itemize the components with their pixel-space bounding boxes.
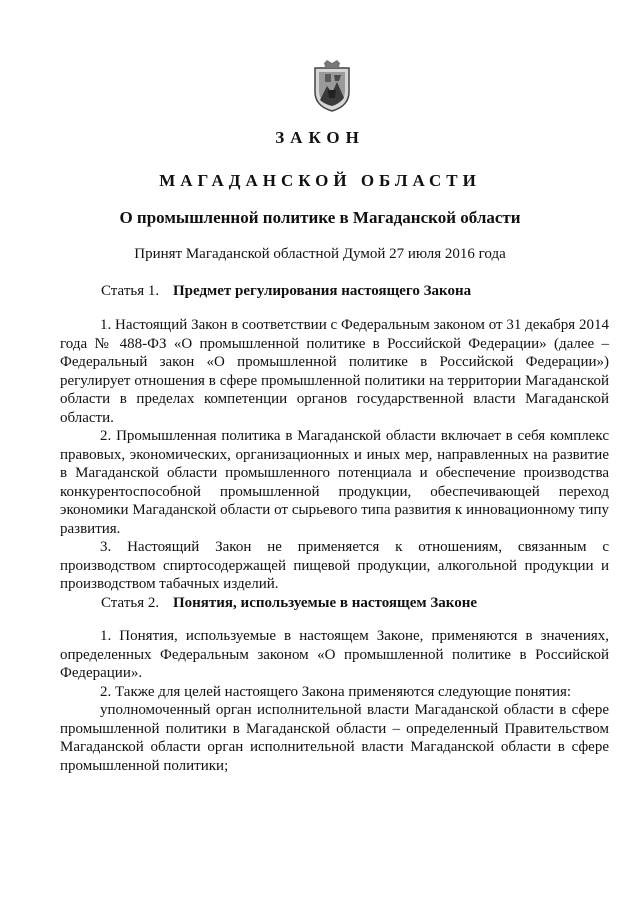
article-2-heading — [101, 595, 477, 612]
adoption-note: Принят Магаданской областной Думой 27 июля 2016 года — [134, 246, 506, 262]
article-2-body — [60, 627, 609, 775]
article-1-heading — [101, 283, 471, 300]
article-2-number: Статья 2. — [101, 595, 160, 611]
law-name: О промышленной политике в Магаданской области — [119, 208, 521, 227]
paragraph: 2. Также для целей настоящего Закона применяются следующие понятия: — [100, 683, 572, 700]
paragraph: 1. Понятия, используемые в настоящем Законе, применяются в значениях, определенных Федеральным законом «О промышленной политике в Российской Федерации». — [60, 628, 609, 681]
paragraph: 2. Промышленная политика в Магаданской области включает в себя комплекс правовых, экономических, организационных и иных мер, направленных на развитие в Магаданской области промышленного потенциала и обеспечение производства конкурентоспособной промышленной продукции, обеспечивающей переход экономики Магаданской области от сырьевого типа развития к инновационному типу развития. — [60, 428, 609, 537]
paragraph: 1. Настоящий Закон в соответствии с Федеральным законом от 31 декабря 2014 года № 488-ФЗ «О промышленной политике в Российской Федерации» (далее – Федеральный закон «О промышленной политике в Российской Федерации») регулирует отношения в сфере промышленной политики на территории Магаданской области в пределах компетенции органов государственной власти Магаданской области. — [60, 317, 609, 426]
document-title: ЗАКОН — [275, 128, 365, 147]
paragraph: 3. Настоящий Закон не применяется к отношениям, связанным с производством спиртосодержащей пищевой продукции, алкогольной продукции и производством табачных изделий. — [60, 539, 609, 592]
paragraph: уполномоченный орган исполнительной власти Магаданской области в сфере промышленной политики в Магаданской области – определенный Правительством Магаданской области орган исполнительной власти Магаданской области в сфере промышленной политики; — [60, 702, 609, 774]
article-1-number: Статья 1. — [101, 283, 160, 299]
coat-of-arms-icon — [311, 60, 353, 112]
article-1-body — [60, 316, 609, 594]
article-2-title: Понятия, используемые в настоящем Законе — [173, 595, 477, 611]
document-region: МАГАДАНСКОЙ ОБЛАСТИ — [159, 171, 481, 190]
article-1-title: Предмет регулирования настоящего Закона — [173, 283, 472, 299]
